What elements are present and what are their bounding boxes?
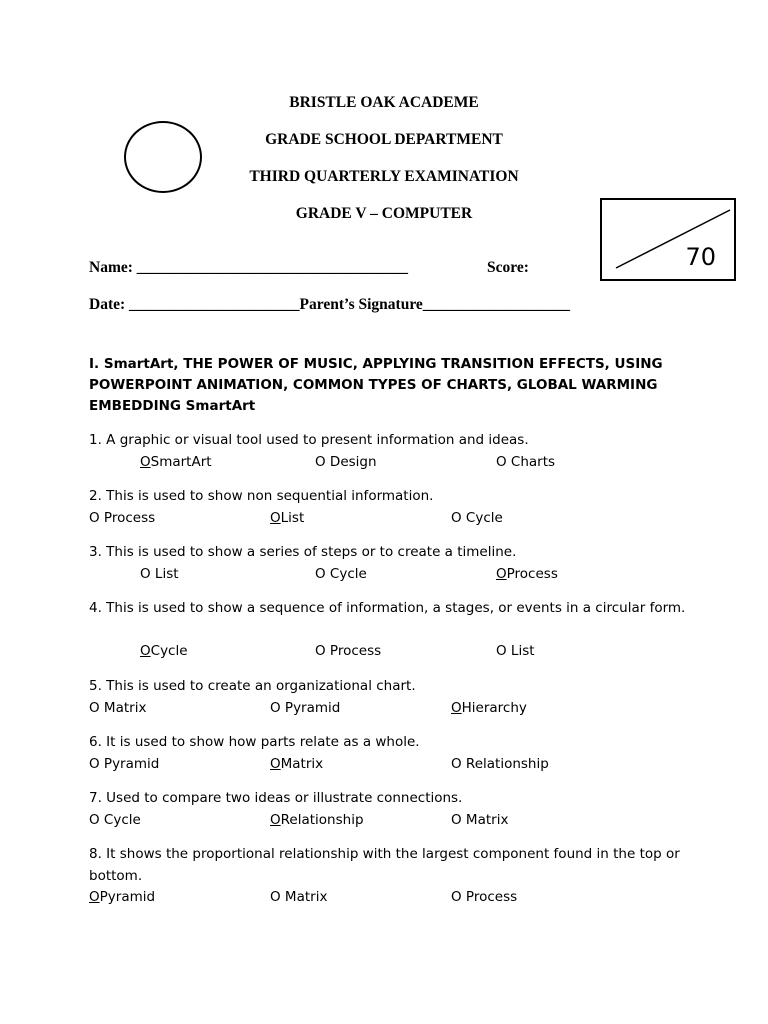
answer-bubble: O xyxy=(270,700,281,716)
answer-bubble: O xyxy=(270,510,281,526)
question-5-option-2[interactable] xyxy=(270,697,340,719)
option-label: Matrix xyxy=(280,889,328,905)
question-1-option-3[interactable] xyxy=(496,451,555,473)
option-label: Cycle xyxy=(99,812,141,828)
option-label: Matrix xyxy=(99,700,147,716)
question-4-option-2[interactable] xyxy=(315,640,381,662)
option-label: Hierarchy xyxy=(461,700,527,716)
option-label: Pyramid xyxy=(99,889,156,905)
answer-bubble: O xyxy=(270,756,281,772)
score-total: 70 xyxy=(685,243,716,271)
question-2-text: 2. This is used to show non sequential information. xyxy=(89,488,434,504)
question-3-option-3[interactable] xyxy=(496,563,558,585)
answer-bubble: O xyxy=(89,700,100,716)
question-6-option-1[interactable] xyxy=(89,753,159,775)
answer-bubble: O xyxy=(451,756,462,772)
answer-bubble: O xyxy=(451,889,462,905)
answer-bubble: O xyxy=(270,812,281,828)
option-label: SmartArt xyxy=(150,454,212,470)
question-8-text: 8. It shows the proportional relationship with the largest component found in the top or bottom. xyxy=(89,846,680,884)
answer-bubble: O xyxy=(140,566,151,582)
question-4-text: 4. This is used to show a sequence of information, a stages, or events in a circular form. xyxy=(89,600,686,616)
question-7-option-3[interactable] xyxy=(451,809,508,831)
question-2-option-3[interactable] xyxy=(451,507,503,529)
option-label: List xyxy=(150,566,179,582)
question-7-text: 7. Used to compare two ideas or illustrate connections. xyxy=(89,790,463,806)
option-label: List xyxy=(280,510,305,526)
answer-bubble: O xyxy=(315,566,326,582)
question-6-option-3[interactable] xyxy=(451,753,549,775)
question-1-text: 1. A graphic or visual tool used to present information and ideas. xyxy=(89,432,529,448)
question-1-option-1[interactable] xyxy=(140,451,212,473)
school-name: BRISTLE OAK ACADEME xyxy=(289,94,479,111)
question-5-text: 5. This is used to create an organizational chart. xyxy=(89,678,416,694)
name-field[interactable]: Name: ___________________________________ xyxy=(89,259,409,276)
exam-title: THIRD QUARTERLY EXAMINATION xyxy=(249,168,519,185)
answer-bubble: O xyxy=(89,510,100,526)
option-label: Pyramid xyxy=(280,700,341,716)
question-3-option-1[interactable] xyxy=(140,563,179,585)
question-2-option-1[interactable] xyxy=(89,507,155,529)
question-8-option-2[interactable] xyxy=(270,886,327,908)
question-6-option-2[interactable] xyxy=(270,753,323,775)
subject-title: GRADE V – COMPUTER xyxy=(295,205,473,222)
option-label: Relationship xyxy=(280,812,364,828)
question-5-option-1[interactable] xyxy=(89,697,146,719)
option-label: Matrix xyxy=(280,756,324,772)
answer-bubble: O xyxy=(89,756,100,772)
answer-bubble: O xyxy=(451,700,462,716)
answer-bubble: O xyxy=(140,454,151,470)
option-label: Process xyxy=(325,643,382,659)
option-label: Process xyxy=(99,510,156,526)
answer-bubble: O xyxy=(315,454,326,470)
date-signature-field[interactable]: Date: ______________________Parent’s Signature___________________ xyxy=(89,296,571,313)
option-label: Process xyxy=(461,889,518,905)
question-3-text: 3. This is used to show a series of steps or to create a timeline. xyxy=(89,544,517,560)
option-label: List xyxy=(506,643,535,659)
question-3-option-2[interactable] xyxy=(315,563,367,585)
question-8-option-1[interactable] xyxy=(89,886,155,908)
answer-bubble: O xyxy=(496,643,507,659)
question-7-option-2[interactable] xyxy=(270,809,364,831)
question-7-option-1[interactable] xyxy=(89,809,141,831)
answer-bubble: O xyxy=(496,566,507,582)
question-2-option-2[interactable] xyxy=(270,507,304,529)
answer-bubble: O xyxy=(140,643,151,659)
answer-bubble: O xyxy=(270,889,281,905)
option-label: Design xyxy=(325,454,377,470)
option-label: Process xyxy=(506,566,558,582)
option-label: Cycle xyxy=(150,643,188,659)
answer-bubble: O xyxy=(315,643,326,659)
section-title: I. SmartArt, THE POWER OF MUSIC, APPLYING TRANSITION EFFECTS, USING POWERPOINT ANIMATION, COMMON TYPES OF CHARTS, GLOBAL WARMING EMBEDDING SmartArt xyxy=(89,356,663,414)
option-label: Cycle xyxy=(325,566,367,582)
answer-bubble: O xyxy=(89,812,100,828)
option-label: Charts xyxy=(506,454,556,470)
score-box xyxy=(600,198,736,281)
answer-bubble: O xyxy=(496,454,507,470)
question-4-option-3[interactable] xyxy=(496,640,535,662)
question-1-option-2[interactable] xyxy=(315,451,377,473)
department-name: GRADE SCHOOL DEPARTMENT xyxy=(265,131,503,148)
answer-bubble: O xyxy=(451,812,462,828)
question-6-text: 6. It is used to show how parts relate as a whole. xyxy=(89,734,420,750)
question-5-option-3[interactable] xyxy=(451,697,527,719)
option-label: Matrix xyxy=(461,812,509,828)
option-label: Pyramid xyxy=(99,756,160,772)
score-label: Score: xyxy=(487,259,529,276)
answer-bubble: O xyxy=(451,510,462,526)
option-label: Relationship xyxy=(461,756,549,772)
answer-bubble: O xyxy=(89,889,100,905)
option-label: Cycle xyxy=(461,510,503,526)
question-8-option-3[interactable] xyxy=(451,886,517,908)
question-4-option-1[interactable] xyxy=(140,640,188,662)
